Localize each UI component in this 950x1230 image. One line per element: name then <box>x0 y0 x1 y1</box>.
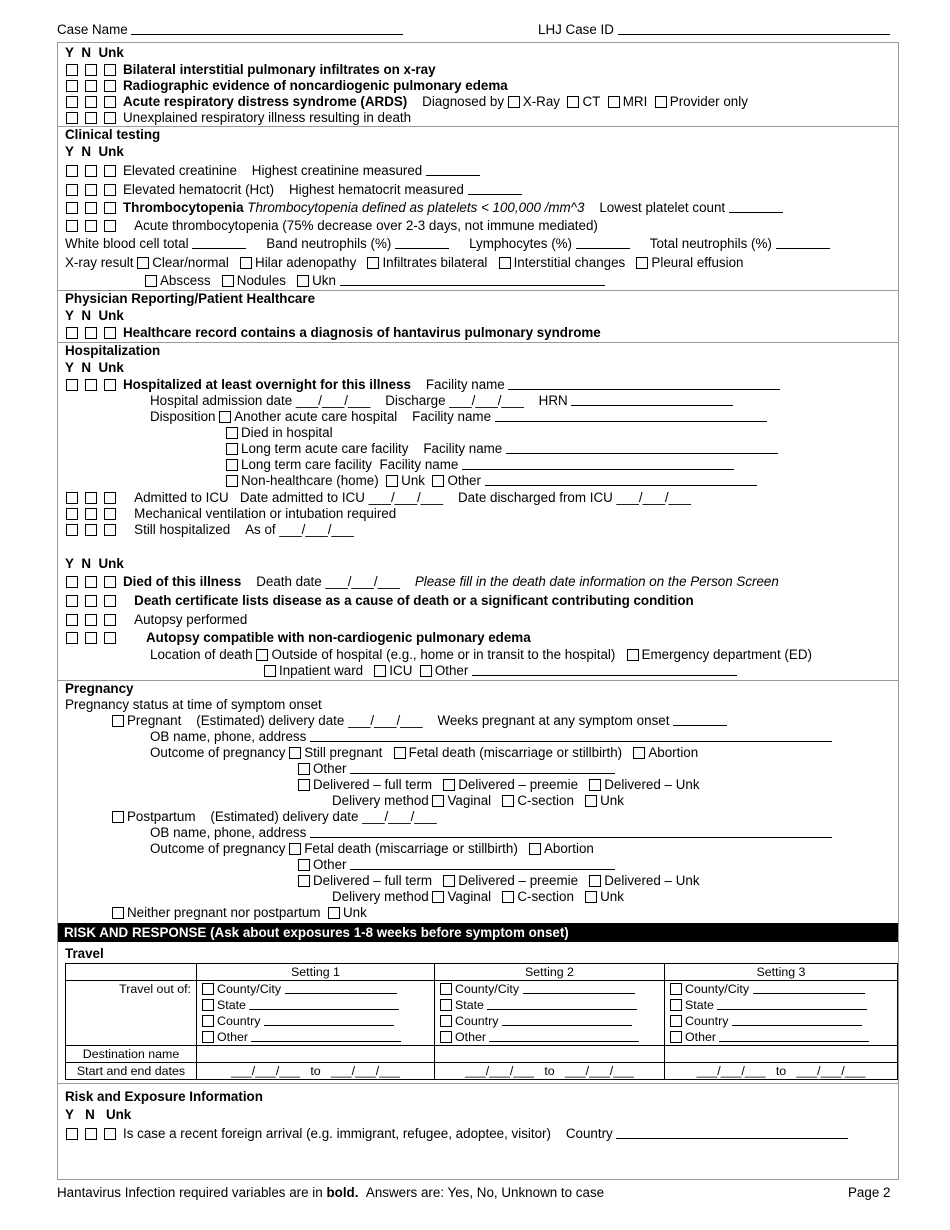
ltac-option[interactable]: Long term acute care facility Facility name <box>226 441 778 457</box>
postpartum-row[interactable]: Postpartum (Estimated) delivery date ___/___/___ <box>112 809 437 825</box>
ob-row-2[interactable]: OB name, phone, address <box>150 825 832 841</box>
delivered-row[interactable]: Delivered – full term Delivered – preemie Delivered – Unk <box>298 777 700 793</box>
dates-1[interactable]: ___/___/___ to ___/___/___ <box>197 1063 435 1080</box>
thrombocytopenia-row[interactable]: Thrombocytopenia Thrombocytopenia defined as platelets < 100,000 /mm^3 Lowest platelet count <box>66 200 783 216</box>
mech-vent-row[interactable]: Mechanical ventilation or intubation required <box>66 506 396 522</box>
dates-2[interactable]: ___/___/___ to ___/___/___ <box>435 1063 665 1080</box>
setting-2-cell[interactable]: County/City State Country Other <box>435 981 665 1046</box>
clinical-testing-title: Clinical testing <box>65 127 161 142</box>
still-hospitalized-row[interactable]: Still hospitalized As of ___/___/___ <box>66 522 354 538</box>
ards-row[interactable]: Acute respiratory distress syndrome (ARDS) Diagnosed by X-Ray CT MRI Provider only <box>66 94 748 110</box>
icu-row[interactable]: Admitted to ICU Date admitted to ICU ___/___/___ Date discharged from ICU ___/___/___ <box>66 490 691 506</box>
setting-2-header: Setting 2 <box>435 964 665 981</box>
radiographic-row[interactable]: Radiographic evidence of noncardiogenic pulmonary edema <box>66 78 508 94</box>
ob-row[interactable]: OB name, phone, address <box>150 729 832 745</box>
lhj-case-id-field[interactable]: LHJ Case ID <box>538 22 890 38</box>
outcome-other[interactable]: Other <box>298 761 615 777</box>
nonhealthcare-option[interactable]: Non-healthcare (home) Unk Other <box>226 473 757 489</box>
outcome-row[interactable]: Outcome of pregnancy Still pregnant Fetal death (miscarriage or stillbirth) Abortion <box>150 745 699 760</box>
location-of-death-row-2[interactable]: Inpatient ward ICU Other <box>264 663 737 679</box>
yn-header: Y N Unk <box>65 45 124 60</box>
disposition-row[interactable]: Disposition Another acute care hospital Facility name <box>150 409 767 425</box>
travel-table <box>65 963 898 1080</box>
xray-result-row-2[interactable]: Abscess Nodules Ukn <box>145 273 605 289</box>
destination-2[interactable] <box>435 1046 665 1063</box>
healthcare-record-row[interactable]: Healthcare record contains a diagnosis of hantavirus pulmonary syndrome <box>66 325 601 341</box>
dates-3[interactable]: ___/___/___ to ___/___/___ <box>665 1063 898 1080</box>
hospitalization-title: Hospitalization <box>65 343 161 358</box>
died-in-hospital-option[interactable]: Died in hospital <box>226 425 333 441</box>
destination-label: Destination name <box>66 1046 197 1063</box>
autopsy-row[interactable]: Autopsy performed <box>66 612 247 628</box>
travel-out-label: Travel out of: <box>66 981 197 1046</box>
creatinine-row[interactable]: Elevated creatinine Highest creatinine measured <box>66 163 480 179</box>
blood-counts-row[interactable]: White blood cell total Band neutrophils (%) Lymphocytes (%) Total neutrophils (%) <box>65 236 830 252</box>
delivery-method-row[interactable]: Delivery method Vaginal C-section Unk <box>332 793 624 808</box>
death-certificate-row[interactable]: Death certificate lists disease as a cause of death or a significant contributing condition <box>66 593 694 609</box>
yn-checkboxes[interactable] <box>66 62 123 78</box>
setting-3-cell[interactable]: County/City State Country Other <box>665 981 898 1046</box>
page-number: Page 2 <box>848 1185 891 1200</box>
admission-row[interactable]: Hospital admission date ___/___/___ Discharge ___/___/___ HRN <box>150 393 733 409</box>
outcome-row-2[interactable]: Outcome of pregnancy Fetal death (miscarriage or stillbirth) Abortion <box>150 841 594 856</box>
pregnancy-status-label: Pregnancy status at time of symptom onset <box>65 697 322 712</box>
travel-title: Travel <box>65 946 104 961</box>
delivery-method-row-2[interactable]: Delivery method Vaginal C-section Unk <box>332 889 624 904</box>
pregnant-row[interactable]: Pregnant (Estimated) delivery date ___/___/___ Weeks pregnant at any symptom onset <box>112 713 727 729</box>
died-row[interactable]: Died of this illness Death date ___/___/___ Please fill in the death date information on the Person Screen <box>66 574 779 590</box>
hospitalized-row[interactable]: Hospitalized at least overnight for this illness Facility name <box>66 377 780 393</box>
bilateral-row[interactable]: Bilateral interstitial pulmonary infiltrates on x-ray <box>66 62 436 78</box>
location-of-death-row[interactable]: Location of death Outside of hospital (e.g., home or in transit to the hospital) Emergency department (ED) <box>150 647 812 662</box>
setting-1-cell[interactable]: County/City State Country Other <box>197 981 435 1046</box>
setting-3-header: Setting 3 <box>665 964 898 981</box>
setting-1-header: Setting 1 <box>197 964 435 981</box>
risk-exposure-title: Risk and Exposure Information <box>65 1089 263 1104</box>
foreign-arrival-row[interactable]: Is case a recent foreign arrival (e.g. immigrant, refugee, adoptee, visitor) Country <box>66 1126 848 1142</box>
pregnancy-title: Pregnancy <box>65 681 134 696</box>
outcome-other-2[interactable]: Other <box>298 857 615 873</box>
neither-row[interactable]: Neither pregnant nor postpartum Unk <box>112 905 367 921</box>
delivered-row-2[interactable]: Delivered – full term Delivered – preemie Delivered – Unk <box>298 873 700 889</box>
dates-label: Start and end dates <box>66 1063 197 1080</box>
xray-result-row[interactable]: X-ray result Clear/normal Hilar adenopathy Infiltrates bilateral Interstitial changes Pleural effusion <box>65 255 744 270</box>
acute-thrombo-row[interactable]: Acute thrombocytopenia (75% decrease over 2-3 days, not immune mediated) <box>66 218 598 234</box>
destination-1[interactable] <box>197 1046 435 1063</box>
case-name-field[interactable]: Case Name <box>57 22 403 38</box>
unexplained-row[interactable]: Unexplained respiratory illness resulting in death <box>66 110 411 126</box>
footer-note: Hantavirus Infection required variables are in bold. Answers are: Yes, No, Unknown to case <box>57 1185 605 1200</box>
risk-response-bar: RISK AND RESPONSE (Ask about exposures 1-8 weeks before symptom onset) <box>58 923 898 942</box>
destination-3[interactable] <box>665 1046 898 1063</box>
physician-title: Physician Reporting/Patient Healthcare <box>65 291 316 306</box>
hematocrit-row[interactable]: Elevated hematocrit (Hct) Highest hematocrit measured <box>66 182 522 198</box>
autopsy-compatible-row[interactable]: Autopsy compatible with non-cardiogenic pulmonary edema <box>66 630 531 646</box>
ltc-option[interactable]: Long term care facility Facility name <box>226 457 734 473</box>
